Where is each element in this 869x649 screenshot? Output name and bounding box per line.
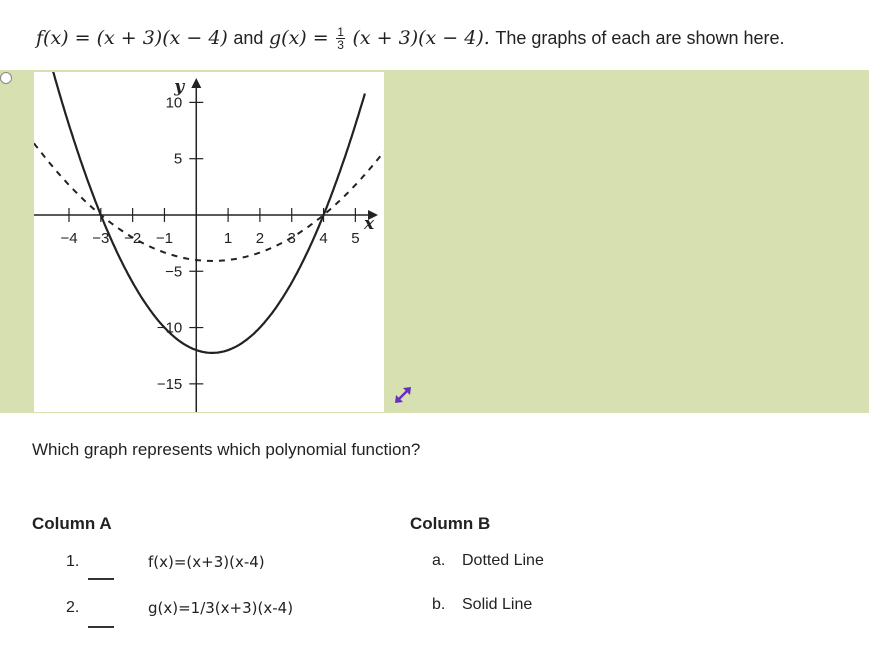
panel-marker-icon — [0, 72, 12, 84]
option-a-letter: a. — [432, 552, 446, 569]
row-2-answer-blank[interactable] — [88, 626, 114, 628]
x-tick-label: 1 — [223, 229, 233, 247]
option-b-letter: b. — [432, 596, 446, 613]
x-tick-label: −1 — [155, 229, 174, 247]
problem-statement — [36, 26, 785, 51]
row-1-answer-blank[interactable] — [88, 578, 114, 580]
one-third-fraction — [336, 26, 345, 51]
x-tick-label: 5 — [351, 229, 360, 247]
y-tick-label: −5 — [165, 263, 183, 281]
y-axis-arrow — [191, 78, 201, 88]
y-tick-label: 5 — [173, 150, 183, 168]
row-1-function: f(x)=(x+3)(x-4) — [148, 553, 265, 571]
x-tick-label: 4 — [319, 229, 328, 247]
header-tail: The graphs of each are shown here. — [495, 27, 785, 48]
f-definition: f(x) = (x + 3)(x − 4) — [36, 26, 228, 49]
row-1-number: 1. — [66, 553, 80, 570]
y-axis-label: y — [174, 77, 185, 97]
x-tick-label: −2 — [124, 229, 142, 247]
row-2-function: g(x)=1/3(x+3)(x-4) — [148, 599, 294, 617]
option-a-label: Dotted Line — [462, 552, 544, 569]
y-tick-label: 10 — [165, 94, 183, 112]
parabola-chart — [34, 72, 384, 412]
expand-arrows-icon[interactable] — [392, 384, 414, 406]
column-a-title: Column A — [32, 514, 112, 533]
option-b-label: Solid Line — [462, 596, 533, 613]
g-suffix: (x + 3)(x − 4). — [352, 26, 490, 49]
graph-area — [34, 72, 384, 412]
x-tick-label: −4 — [60, 229, 78, 247]
problem-header — [0, 0, 869, 70]
column-b-title: Column B — [410, 514, 491, 533]
y-tick-label: −10 — [156, 319, 183, 337]
x-tick-label: 2 — [255, 229, 265, 247]
dotted-line-series — [34, 143, 384, 261]
and-word: and — [233, 27, 264, 48]
solid-line-series — [34, 72, 365, 353]
x-axis-label: x — [364, 213, 375, 234]
x-tick-label: 3 — [287, 229, 296, 247]
row-2-number: 2. — [66, 599, 80, 616]
y-tick-label: −15 — [156, 375, 183, 393]
x-tick-label: −3 — [92, 229, 110, 247]
question-text: Which graph represents which polynomial function? — [32, 440, 421, 459]
fraction-numerator: 1 — [337, 25, 344, 39]
g-prefix: g(x) = — [269, 26, 329, 49]
fraction-denominator: 3 — [337, 38, 344, 52]
